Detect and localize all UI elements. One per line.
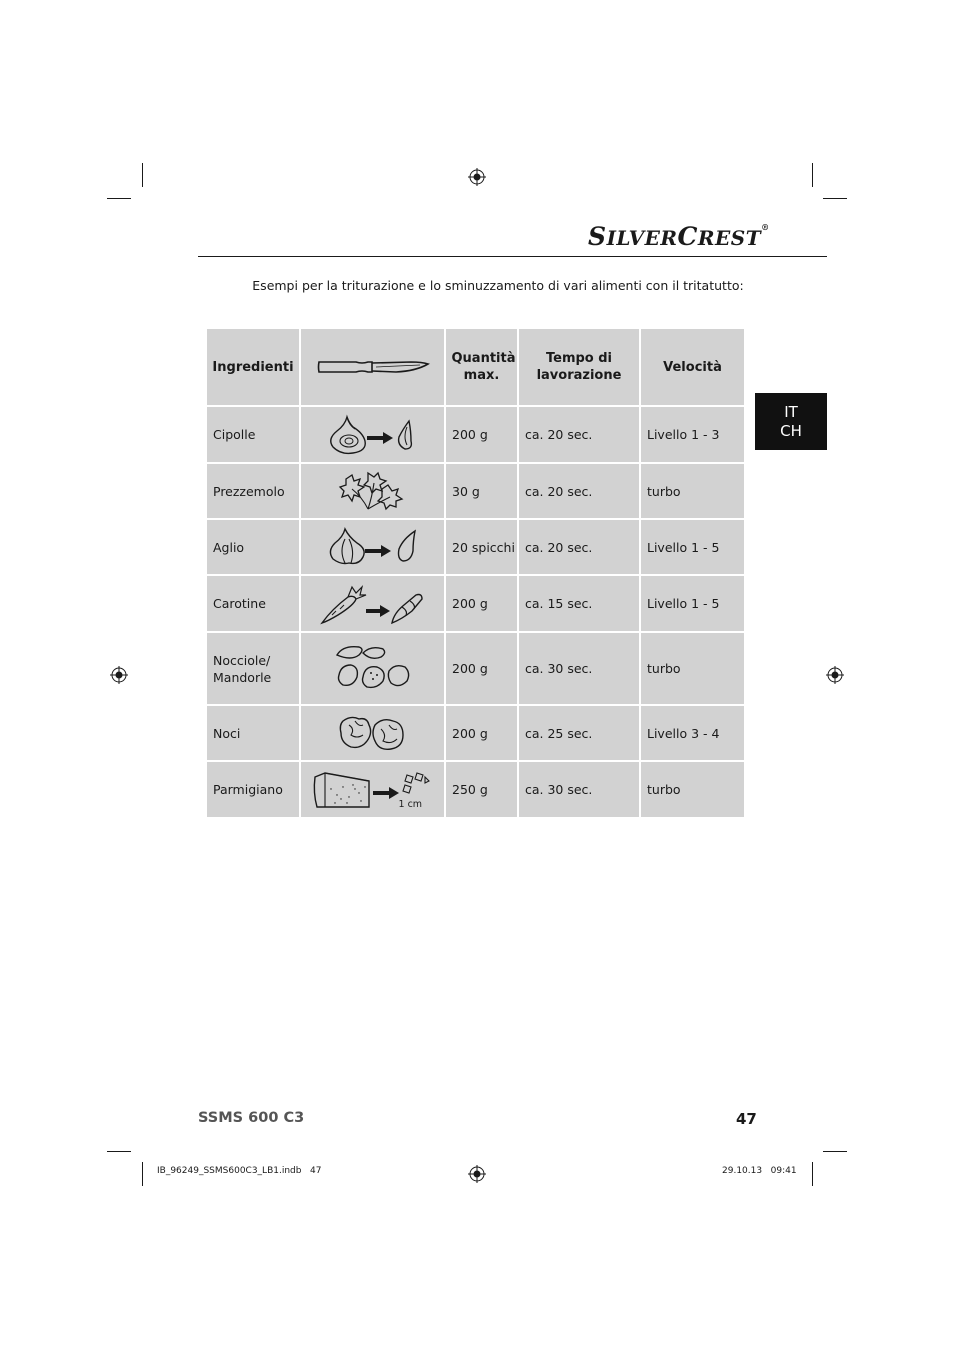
header-quantity: Quantità max. — [446, 329, 517, 405]
cell-speed: turbo — [641, 762, 744, 817]
crop-mark — [142, 1162, 143, 1186]
cell-time: ca. 30 sec. — [519, 633, 639, 704]
registration-mark-icon — [110, 666, 128, 684]
cell-ingredient: Cipolle — [207, 407, 299, 462]
print-slug-date: 29.10.13 09:41 — [722, 1166, 797, 1176]
cell-ingredient: Carotine — [207, 576, 299, 631]
header-ingredient: Ingredienti — [207, 329, 299, 405]
cell-icon — [301, 520, 444, 574]
knife-icon — [316, 355, 430, 379]
cell-ingredient: Noci — [207, 706, 299, 760]
cell-ingredient: Parmigiano — [207, 762, 299, 817]
cell-time: ca. 20 sec. — [519, 520, 639, 574]
cell-quantity: 250 g — [446, 762, 517, 817]
cell-ingredient: Nocciole/ Mandorle — [207, 633, 299, 704]
cell-quantity: 20 spicchi — [446, 520, 517, 574]
garlic-icon — [323, 525, 423, 569]
cell-speed: turbo — [641, 464, 744, 518]
cell-ingredient: Prezzemolo — [207, 464, 299, 518]
cell-icon — [301, 762, 444, 817]
cell-speed: Livello 1 - 3 — [641, 407, 744, 462]
walnut-icon — [337, 711, 409, 755]
registration-mark-icon — [826, 666, 844, 684]
cell-time: ca. 25 sec. — [519, 706, 639, 760]
crop-mark — [107, 1151, 131, 1152]
cell-speed: Livello 1 - 5 — [641, 576, 744, 631]
language-tab — [755, 393, 827, 450]
onion-icon — [323, 413, 423, 457]
cell-time: ca. 30 sec. — [519, 762, 639, 817]
registration-mark-icon — [468, 168, 486, 186]
cell-quantity: 200 g — [446, 576, 517, 631]
cell-icon — [301, 633, 444, 704]
cell-icon — [301, 407, 444, 462]
cell-time: ca. 20 sec. — [519, 464, 639, 518]
language-tab-line: CH — [780, 421, 802, 440]
header-rule — [198, 256, 827, 257]
cell-ingredient: Aglio — [207, 520, 299, 574]
header-knife-cell — [301, 329, 444, 405]
page-number: 47 — [736, 1110, 757, 1128]
size-note: 1 cm — [398, 798, 423, 810]
crop-mark — [823, 198, 847, 199]
cell-quantity: 30 g — [446, 464, 517, 518]
crop-mark — [812, 163, 813, 187]
header-time: Tempo di lavorazione — [519, 329, 639, 405]
cell-speed: Livello 3 - 4 — [641, 706, 744, 760]
crop-mark — [823, 1151, 847, 1152]
crop-mark — [142, 163, 143, 187]
registration-mark-icon — [468, 1165, 486, 1183]
cell-speed: turbo — [641, 633, 744, 704]
print-slug-file: IB_96249_SSMS600C3_LB1.indb 47 — [157, 1166, 322, 1176]
parsley-icon — [338, 469, 408, 513]
cell-quantity: 200 g — [446, 706, 517, 760]
cell-time: ca. 20 sec. — [519, 407, 639, 462]
cell-quantity: 200 g — [446, 407, 517, 462]
language-tab-line: IT — [784, 402, 798, 421]
cell-speed: Livello 1 - 5 — [641, 520, 744, 574]
brand-logo: SILVERCREST® — [588, 222, 770, 251]
cell-icon — [301, 576, 444, 631]
cell-quantity: 200 g — [446, 633, 517, 704]
cell-icon — [301, 706, 444, 760]
carrot-icon — [318, 581, 428, 627]
nuts-icon — [333, 641, 413, 697]
header-speed: Velocità — [641, 329, 744, 405]
crop-mark — [812, 1162, 813, 1186]
model-number: SSMS 600 C3 — [198, 1110, 305, 1126]
cell-icon — [301, 464, 444, 518]
cell-time: ca. 15 sec. — [519, 576, 639, 631]
intro-text: Esempi per la triturazione e lo sminuzzamento di vari alimenti con il tritatutto: — [252, 278, 744, 293]
crop-mark — [107, 198, 131, 199]
